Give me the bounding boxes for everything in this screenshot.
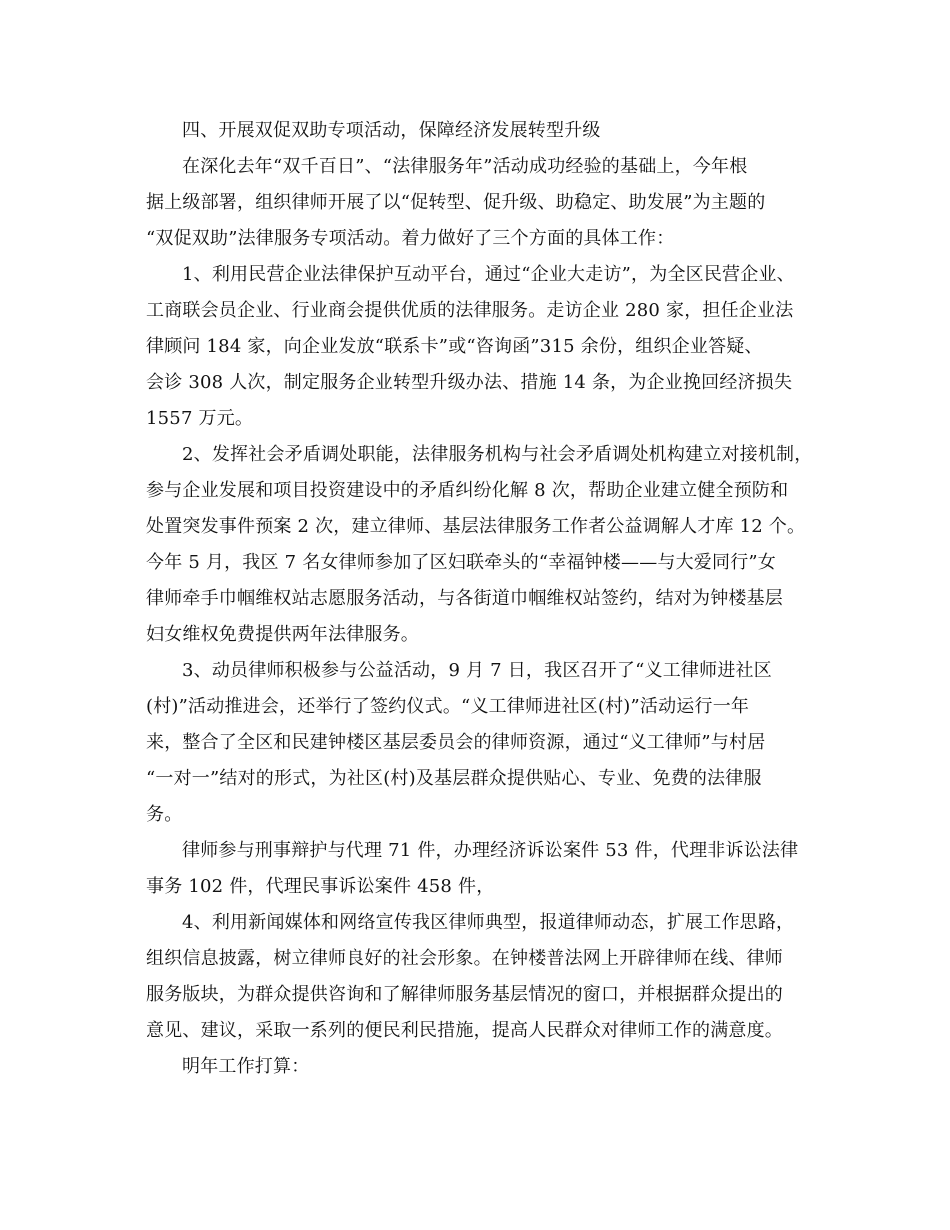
text-line: 4、利用新闻媒体和网络宣传我区律师典型，报道律师动态，扩展工作思路，	[182, 912, 795, 933]
text-line: 律师牵手巾帼维权站志愿服务活动，与各街道巾帼维权站签约，结对为钟楼基层	[146, 588, 783, 609]
text-line: 来，整合了全区和民建钟楼区基层委员会的律师资源，通过“义工律师”与村居	[146, 732, 766, 753]
text-line: 参与企业发展和项目投资建设中的矛盾纠纷化解 8 次，帮助企业建立健全预防和	[146, 480, 789, 501]
text-line: 工商联会员企业、行业商会提供优质的法律服务。走访企业 280 家，担任企业法	[146, 300, 794, 321]
text-line: 服务版块，为群众提供咨询和了解律师服务基层情况的窗口，并根据群众提出的	[146, 984, 783, 1005]
text-line: 3、动员律师积极参与公益活动，9 月 7 日，我区召开了“义工律师进社区	[182, 660, 772, 681]
text-line: 律顾问 184 家，向企业发放“联系卡”或“咨询函”315 余份，组织企业答疑、	[146, 336, 763, 357]
text-line: 组织信息披露，树立律师良好的社会形象。在钟楼普法网上开辟律师在线、律师	[146, 948, 783, 969]
text-line: 务。	[146, 804, 183, 825]
text-line: 今年 5 月，我区 7 名女律师参加了区妇联牵头的“幸福钟楼——与大爱同行”女	[146, 552, 776, 573]
text-line: 2、发挥社会矛盾调处职能，法律服务机构与社会矛盾调处机构建立对接机制，	[182, 444, 813, 465]
text-line: 据上级部署，组织律师开展了以“促转型、促升级、助稳定、助发展”为主题的	[146, 192, 766, 213]
text-line: (村)”活动推进会，还举行了签约仪式。“义工律师进社区(村)”活动运行一年	[146, 696, 750, 717]
text-line: 处置突发事件预案 2 次，建立律师、基层法律服务工作者公益调解人才库 12 个。	[146, 516, 806, 537]
text-line: 意见、建议，采取一系列的便民利民措施，提高人民群众对律师工作的满意度。	[146, 1020, 783, 1041]
text-line: “双促双助”法律服务专项活动。着力做好了三个方面的具体工作：	[146, 228, 675, 249]
text-line: 律师参与刑事辩护与代理 71 件，办理经济诉讼案件 53 件，代理非诉讼法律	[182, 840, 799, 861]
text-line: “一对一”结对的形式，为社区(村)及基层群众提供贴心、专业、免费的法律服	[146, 768, 762, 789]
text-line: 明年工作打算：	[182, 1056, 310, 1077]
text-line: 在深化去年“双千百日”、“法律服务年”活动成功经验的基础上，今年根	[182, 156, 748, 177]
text-line: 1、利用民营企业法律保护互动平台，通过“企业大走访”，为全区民营企业、	[182, 264, 795, 285]
text-line: 1557 万元。	[146, 408, 254, 429]
text-line: 妇女维权免费提供两年法律服务。	[146, 624, 419, 645]
text-line: 事务 102 件，代理民事诉讼案件 458 件，	[146, 876, 495, 897]
text-line: 会诊 308 人次，制定服务企业转型升级办法、措施 14 条，为企业挽回经济损失	[146, 372, 793, 393]
section-heading: 四、开展双促双助专项活动，保障经济发展转型升级	[182, 120, 601, 141]
